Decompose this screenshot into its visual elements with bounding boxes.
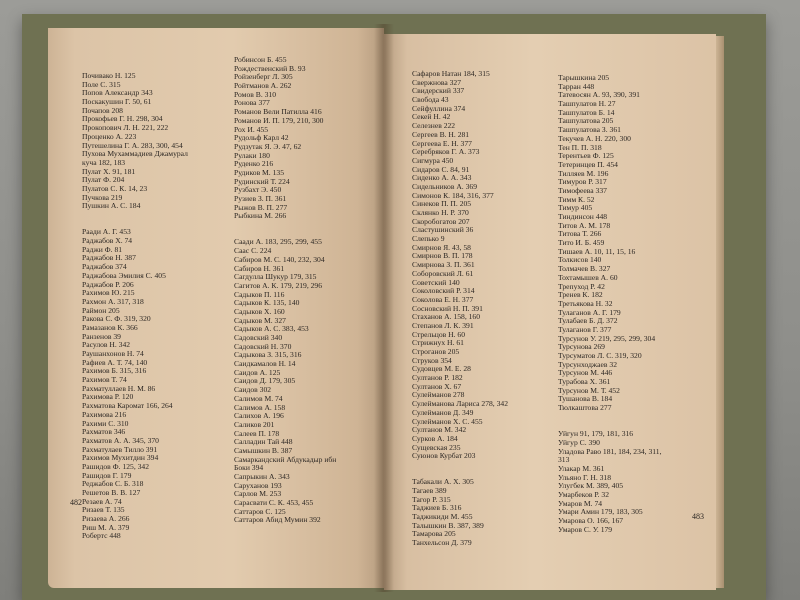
index-entry: Прокопович Л. Н. 221, 222	[82, 124, 169, 133]
index-entry: Соколова Е. Н. 377	[412, 295, 474, 304]
index-entry: Сидаров С. 84, 91	[412, 165, 470, 174]
index-entry: Рашидов Ф. 125, 342	[82, 462, 150, 471]
index-entry: Сластушинский 36	[412, 226, 474, 235]
index-entry: Умари Амин 179, 183, 305	[558, 508, 643, 517]
index-entry: Поскакушин Г. 50, 61	[82, 98, 152, 107]
index-entry: Сапрыкин А. 343	[234, 473, 290, 481]
column-gap	[412, 461, 508, 470]
index-entry: Пучкова 219	[82, 193, 123, 202]
left-column-1	[82, 72, 188, 541]
index-entry: Секей Н. 42	[412, 113, 451, 122]
index-entry: Боки 394	[234, 464, 264, 473]
index-entry: Слепько 9	[412, 235, 445, 244]
index-entry: Ульяно Г. Н. 318	[558, 473, 612, 482]
index-entry: Раади А. Г. 453	[82, 228, 131, 237]
index-entry: Садыков А. С. 383, 453	[234, 325, 309, 334]
index-entry: Рох И. 455	[234, 125, 269, 134]
index-entry: Табакали А. Х. 305	[412, 478, 474, 487]
index-entry: Титов А. М. 178	[558, 221, 611, 230]
index-entry: Талышкин В. 387, 389	[412, 521, 484, 530]
index-entry: Татевосян А. 93, 390, 391	[558, 91, 640, 100]
index-entry: Танхельсон Д. 379	[412, 539, 472, 548]
index-entry: Селезнев 222	[412, 122, 456, 131]
index-entry: Рахимов Ю. 215	[82, 289, 135, 298]
index-entry: Решетов В. В. 127	[82, 489, 141, 497]
index-entry: Тимм К. 52	[558, 195, 595, 204]
index-entry: Тимофеева 337	[558, 186, 607, 195]
index-entry: Салихов А. 196	[234, 412, 284, 421]
index-entry: Расулов Н. 342	[82, 341, 131, 350]
index-entry: Салладин Тай 448	[234, 438, 293, 447]
index-entry: Рулаки 180	[234, 151, 270, 160]
index-entry: Рахимова 216	[82, 410, 127, 419]
index-entry: Саидов 302	[234, 386, 272, 395]
index-entry: Сабиров М. С. 140, 232, 304	[234, 255, 325, 264]
index-entry: Рыбкина М. 266	[234, 212, 287, 221]
index-entry: Тушанова В. 184	[558, 395, 613, 404]
index-entry: Ромов В. 310	[234, 90, 277, 99]
index-entry: Свидерский 337	[412, 87, 465, 96]
index-entry: Рахматов А. А. 345, 370	[82, 436, 159, 445]
index-entry: Раджи Ф. 81	[82, 245, 123, 254]
index-entry: Ташпулатов Б. 14	[558, 108, 615, 117]
index-entry: Тимуров Р. 317	[558, 178, 607, 187]
index-entry: Саади А. 183, 295, 299, 455	[234, 238, 322, 247]
index-entry: Ранзенов 39	[82, 332, 121, 341]
index-entry: Титова Т. 266	[558, 230, 602, 239]
index-entry: Турсунов М. 446	[558, 369, 613, 378]
index-entry: Попов Александр 343	[82, 89, 153, 98]
index-entry: Степанов Л. К. 391	[412, 321, 474, 330]
index-entry: Саидов Д. 179, 305	[234, 377, 296, 386]
index-entry: Сагдулла Шукур 179, 315	[234, 273, 317, 282]
index-entry: Турабова Х. 361	[558, 378, 611, 387]
index-entry: Салеев П. 178	[234, 429, 280, 438]
index-entry: Турсуматов Л. С. 319, 320	[558, 352, 642, 360]
index-entry: Умарбеков Р. 32	[558, 491, 610, 499]
index-entry: Сулейманов Д. 349	[412, 408, 474, 417]
index-entry: Сейфуллина 374	[412, 104, 466, 113]
index-entry: Саруханов 193	[234, 481, 282, 490]
index-entry: Рудиков М. 135	[234, 168, 284, 177]
index-entry: Турсунов М. Т. 452	[558, 386, 620, 395]
index-entry: Ройзенберг Л. 305	[234, 73, 293, 82]
index-entry: Сагитов А. К. 179, 219, 296	[234, 281, 323, 290]
index-entry: Рашидов Г. 179	[82, 471, 132, 480]
index-entry: Терентьев Ф. 125	[558, 152, 614, 161]
index-entry: Тулабаев Б. Д. 372	[558, 317, 618, 326]
index-entry: Реджабов С. Б. 318	[82, 480, 144, 489]
index-entry: Тимур 405	[558, 204, 593, 213]
index-entry: Тетеринцев П. 454	[558, 160, 618, 169]
column-gap	[234, 230, 336, 239]
index-entry: Умарова О. 166, 167	[558, 517, 624, 526]
page-edge	[716, 36, 724, 588]
index-entry: Тохтамышев А. 60	[558, 273, 618, 282]
index-entry: Рахматулаев Тилло 391	[82, 445, 158, 454]
index-entry: Раджабов Н. 387	[82, 254, 136, 263]
index-entry: Садыков К. 135, 140	[234, 299, 300, 308]
index-entry: Раджабов Р. 206	[82, 280, 134, 289]
index-entry: Прокофьев Г. Н. 298, 304	[82, 115, 163, 124]
index-entry: Стрельцов Н. 60	[412, 330, 466, 339]
index-entry: Раджабова Эмилия С. 405	[82, 271, 166, 280]
index-entry: Раушанхонов Н. 74	[82, 350, 144, 358]
index-entry: Толкисов 140	[558, 256, 602, 265]
index-entry: Салимов М. 74	[234, 394, 283, 403]
index-entry: Рудольф Карл 42	[234, 134, 289, 143]
index-entry: Тен П. П. 318	[558, 143, 602, 152]
index-entry: Ташпулатова 205	[558, 117, 614, 126]
index-entry: Саликов 201	[234, 420, 275, 429]
index-entry: Сергеев В. Н. 281	[412, 130, 470, 139]
index-entry: Свержнова 327	[412, 78, 462, 87]
index-entry: Поле С. 315	[82, 80, 121, 89]
index-entry: Пулат Ф. 204	[82, 176, 125, 185]
index-entry: Садыков М. 327	[234, 316, 286, 325]
index-entry: Рахимов Мухитдин 394	[82, 454, 159, 463]
index-entry: Сигмура 450	[412, 156, 454, 165]
index-entry: Саттаров Абид Мумин 392	[234, 516, 321, 525]
index-entry: Рахматуллаев Н. М. 86	[82, 384, 156, 393]
index-entry: Рузиев З. П. 361	[234, 195, 287, 203]
index-entry: Салимов А. 158	[234, 403, 286, 412]
index-entry: Пулатов С. К. 14, 23	[82, 184, 148, 193]
index-entry: Рахматова Каромат 166, 264	[82, 402, 173, 411]
index-entry: Смирнов Я. 43, 58	[412, 243, 471, 252]
column-gap	[412, 470, 508, 479]
index-entry: Ронова 377	[234, 99, 270, 108]
index-entry: Рузбахт Э. 450	[234, 186, 282, 195]
index-entry: Самышкин В. 387	[234, 446, 293, 455]
index-entry: Руденко 216	[234, 160, 274, 169]
index-entry: Турсунова 269	[558, 343, 605, 352]
index-entry: Уйгур С. 390	[558, 438, 600, 447]
index-entry: Склянко Н. Р. 370	[412, 209, 469, 217]
index-entry: Тренев К. 182	[558, 291, 603, 300]
index-entry: Рахматов 346	[82, 428, 126, 437]
index-entry: Риш М. А. 379	[82, 523, 130, 532]
column-gap	[558, 413, 662, 422]
index-entry: Саидов А. 125	[234, 368, 281, 377]
index-entry: Раджабов Х. 74	[82, 237, 133, 246]
index-entry: куча 182, 183	[82, 158, 126, 167]
index-entry: Рамазанов К. 366	[82, 323, 138, 332]
right-page-number: 483	[692, 512, 704, 521]
index-entry: 313	[558, 456, 570, 465]
index-entry: Соборовский Л. 61	[412, 269, 474, 278]
index-entry: Третьякова Н. 32	[558, 299, 613, 308]
index-entry: Сидельников А. 369	[412, 182, 477, 191]
index-entry: Свобода 43	[412, 96, 449, 105]
index-entry: Судовцев М. Е. 28	[412, 365, 471, 374]
index-entry: Пушкин А. С. 184	[82, 202, 141, 211]
index-entry: Синеков П. П. 205	[412, 200, 472, 209]
index-entry: Раймон 205	[82, 306, 120, 315]
index-entry: Турсунов У. 219, 295, 299, 304	[558, 334, 656, 343]
index-entry: Сулейманов Х. С. 455	[412, 417, 483, 426]
index-entry: Пулат Х. 91, 181	[82, 167, 136, 176]
index-entry: Султанов Р. 182	[412, 374, 463, 383]
index-entry: Суюнов Курбат 203	[412, 452, 476, 461]
right-column-1	[412, 70, 508, 548]
index-entry: Ташпулатов Н. 27	[558, 100, 616, 109]
book-gutter	[374, 24, 394, 592]
index-entry: Садыкова З. 315, 316	[234, 351, 302, 360]
index-entry: Ризаева А. 266	[82, 515, 130, 524]
index-entry: Сарлов М. 253	[234, 490, 282, 499]
index-entry: Тагор Р. 315	[412, 495, 451, 504]
index-entry: Умаров С. У. 179	[558, 525, 613, 534]
index-entry: Трепуход Р. 42	[558, 282, 605, 291]
index-entry: Рахимов Т. 74	[82, 376, 127, 385]
left-column-2	[234, 56, 336, 525]
index-entry: Таджиев Б. 316	[412, 504, 462, 513]
index-entry: Самаркандский Абдукадыр ибн	[234, 455, 337, 464]
index-entry: Улугбек М. 389, 405	[558, 482, 624, 491]
index-entry: Сиденко А. А. 343	[412, 174, 472, 183]
index-entry: Султанов Х. 67	[412, 382, 462, 391]
index-entry: Сурков А. 184	[412, 434, 458, 443]
index-entry: Сулейманова Лариса 278, 342	[412, 400, 508, 409]
index-entry: Тарышкина 205	[558, 74, 610, 82]
index-entry: Раджабов 374	[82, 263, 127, 272]
index-entry: Тулаганов А. Г. 179	[558, 308, 621, 317]
index-entry: Рахимов Б. 315, 316	[82, 367, 147, 376]
index-entry: Сабиров Н. 361	[234, 264, 285, 273]
index-entry: Стаханов А. 158, 160	[412, 313, 481, 322]
index-entry: Резаев А. 74	[82, 497, 122, 506]
index-entry: Сергеева Е. Н. 377	[412, 139, 472, 148]
index-entry: Тарран 448	[558, 82, 595, 91]
index-entry: Таджикиди М. 455	[412, 513, 473, 522]
index-entry: Пухова Мухаммадиев Джамурал	[82, 150, 188, 159]
index-entry: Тилляев М. 196	[558, 169, 609, 178]
index-entry: Ройтманов А. 262	[234, 82, 292, 91]
right-column-2	[558, 74, 662, 534]
index-entry: Соколовский Р. 314	[412, 287, 475, 296]
index-entry: Рудинский Т. 224	[234, 177, 290, 186]
index-entry: Рахмон А. 317, 318	[82, 297, 144, 306]
column-gap	[82, 220, 188, 229]
index-entry: Тулаганов Г. 377	[558, 325, 612, 334]
index-entry: Романов И. П. 179, 210, 300	[234, 116, 324, 125]
index-entry: Путешелина Г. А. 283, 300, 454	[82, 141, 183, 150]
column-gap	[558, 422, 662, 431]
right-page	[384, 34, 716, 590]
index-entry: Саидкамалов Н. 14	[234, 360, 296, 369]
index-entry: Тиндинсон 448	[558, 213, 608, 221]
index-entry: Садовский Н. 370	[234, 342, 292, 351]
index-entry: Саас С. 224	[234, 247, 272, 256]
index-entry: Тито И. Б. 459	[558, 239, 605, 248]
index-entry: Тюлкаштова 277	[558, 404, 612, 413]
index-entry: Саттаров С. 125	[234, 507, 286, 516]
column-gap	[82, 211, 188, 220]
index-entry: Сулейманов 278	[412, 391, 465, 400]
index-entry: Робертс 448	[82, 532, 121, 541]
index-entry: Проценко А. 223	[82, 132, 137, 141]
index-entry: Романов Вели Патилла 416	[234, 108, 322, 117]
index-entry: Султанов М. 342	[412, 426, 467, 435]
index-entry: Садовский 340	[234, 334, 283, 342]
left-page-number: 482	[70, 498, 82, 507]
index-entry: Толмачев В. 327	[558, 265, 611, 274]
index-entry: Смирнова З. П. 361	[412, 261, 475, 270]
index-entry: Ризаев Т. 135	[82, 506, 125, 515]
index-entry: Почапов 208	[82, 106, 123, 115]
index-entry: Рыжов В. П. 277	[234, 203, 288, 212]
index-entry: Уладова Раво 181, 184, 234, 311,	[558, 447, 662, 456]
index-entry: Струков 354	[412, 356, 452, 365]
index-entry: Советский 140	[412, 278, 460, 287]
index-entry: Рождественский В. 93	[234, 64, 306, 73]
index-entry: Смирнов В. П. 178	[412, 252, 473, 261]
index-entry: Серебряков Г. А. 373	[412, 148, 480, 157]
index-entry: Симонов К. 184, 316, 377	[412, 191, 494, 200]
index-entry: Стрижнух Н. 61	[412, 339, 464, 348]
index-entry: Скоробогатов 207	[412, 217, 470, 226]
index-entry: Умаров М. 74	[558, 499, 603, 508]
column-gap	[234, 221, 336, 230]
index-entry: Садыков П. 116	[234, 290, 285, 299]
index-entry: Сарасвати С. К. 453, 455	[234, 499, 314, 508]
index-entry: Почивако Н. 125	[82, 72, 136, 80]
index-entry: Рафиев А. Т. 74, 140	[82, 358, 148, 367]
index-entry: Рахимова Р. 120	[82, 393, 134, 402]
index-entry: Сосновский Н. П. 391	[412, 304, 483, 313]
index-entry: Тамарова 205	[412, 530, 456, 539]
index-entry: Тагаев 389	[412, 487, 447, 495]
index-entry: Текучев А. Н. 220, 300	[558, 134, 631, 143]
index-entry: Садыков Х. 160	[234, 307, 285, 316]
index-entry: Рахими С. 310	[82, 419, 129, 428]
index-entry: Рудзутак Я. Э. 47, 62	[234, 142, 302, 151]
index-entry: Робинсон Б. 455	[234, 56, 287, 64]
index-entry: Уйгун 91, 179, 181, 316	[558, 430, 634, 439]
index-entry: Сафаров Натан 184, 315	[412, 70, 490, 78]
index-entry: Ракова С. Ф. 319, 320	[82, 315, 151, 324]
index-entry: Строганов 205	[412, 348, 460, 356]
index-entry: Тишаев А. 10, 11, 15, 16	[558, 247, 636, 256]
index-entry: Турсунходжаев 32	[558, 360, 617, 369]
index-entry: Ташпулатова З. 361	[558, 126, 621, 135]
left-page	[48, 28, 384, 588]
index-entry: Сущевская 235	[412, 443, 461, 452]
index-entry: Улакар М. 361	[558, 464, 605, 473]
